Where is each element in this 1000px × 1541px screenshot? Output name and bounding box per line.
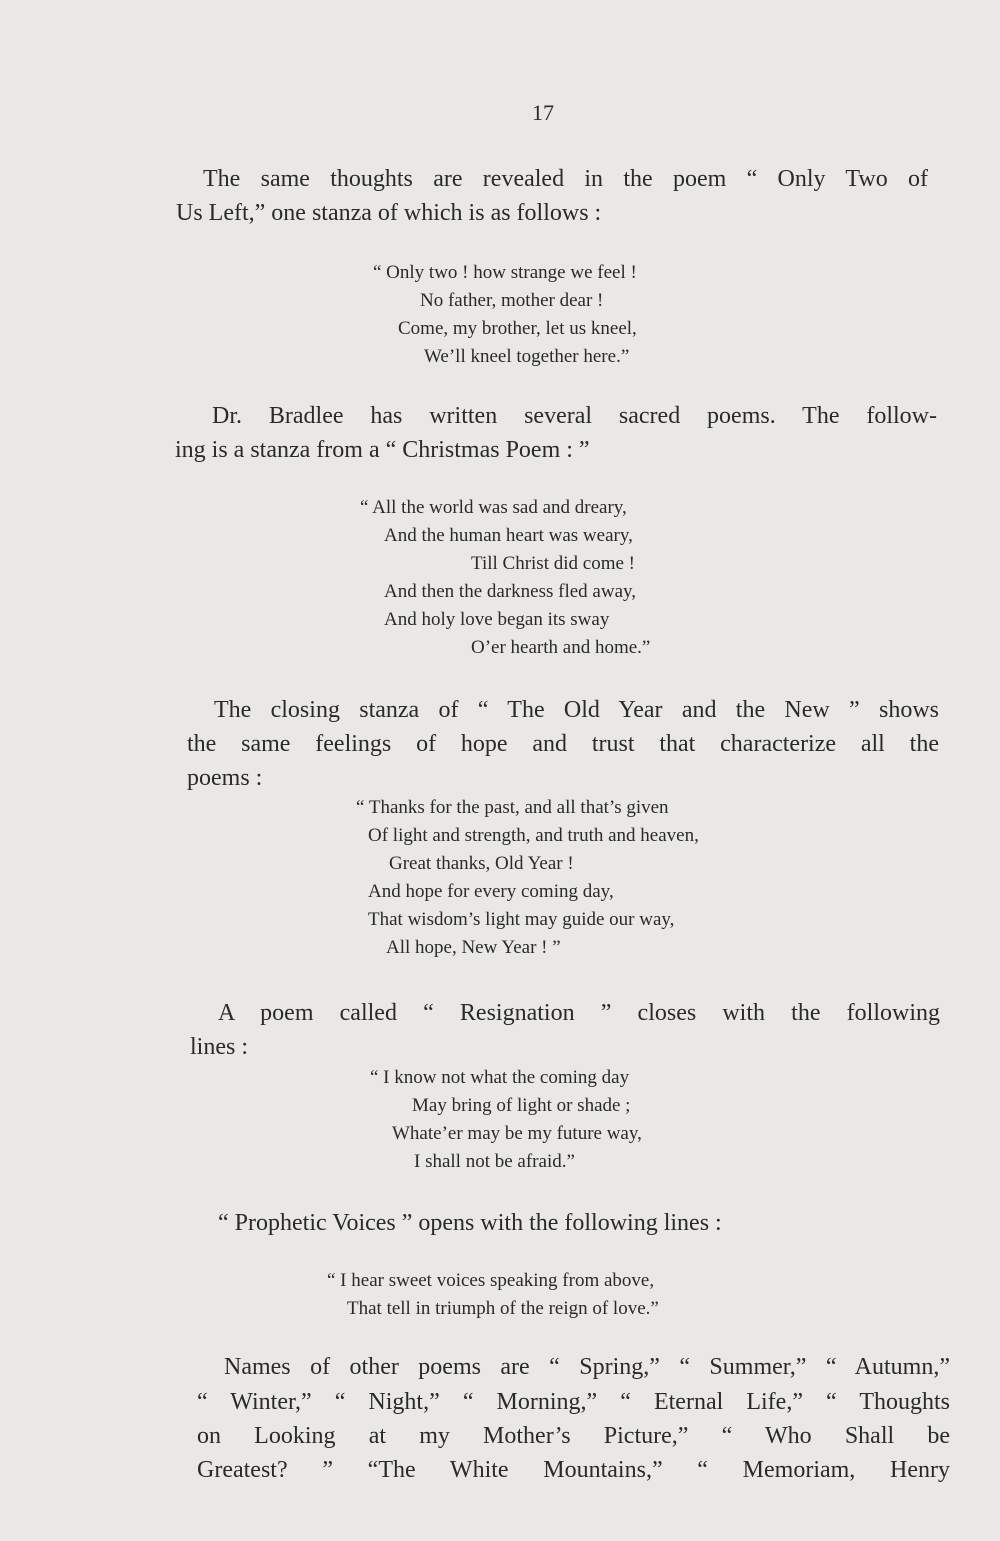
paragraph-line: “ Winter,” “ Night,” “ Morning,” “ Eternal Life,” “ Thoughts [197, 1389, 950, 1415]
verse-line: And holy love began its sway [384, 609, 610, 630]
paragraph-line: The same thoughts are revealed in the poem “ Only Two of [203, 166, 928, 192]
paragraph-line: Dr. Bradlee has written several sacred poems. The follow- [212, 403, 937, 429]
paragraph-line: Names of other poems are “ Spring,” “ Summer,” “ Autumn,” [224, 1354, 950, 1380]
verse-line: We’ll kneel together here.” [424, 346, 630, 367]
verse-line: And the human heart was weary, [384, 525, 633, 546]
verse-line: No father, mother dear ! [420, 290, 604, 311]
paragraph-line: the same feelings of hope and trust that characterize all the [187, 731, 939, 757]
verse-line: That wisdom’s light may guide our way, [368, 909, 675, 930]
paragraph-line: Greatest? ” “The White Mountains,” “ Memoriam, Henry [197, 1457, 950, 1483]
verse-line: Great thanks, Old Year ! [389, 853, 574, 874]
paragraph-line: Us Left,” one stanza of which is as follows : [176, 200, 602, 226]
verse-line: And hope for every coming day, [368, 881, 614, 902]
verse-line: Whate’er may be my future way, [392, 1123, 642, 1144]
verse-line: I shall not be afraid.” [414, 1151, 575, 1172]
paragraph-line: on Looking at my Mother’s Picture,” “ Who Shall be [197, 1423, 950, 1449]
verse-line: “ Only two ! how strange we feel ! [373, 262, 637, 283]
paragraph-line: ing is a stanza from a “ Christmas Poem : ” [175, 437, 590, 463]
verse-line: “ I know not what the coming day [370, 1067, 630, 1088]
paragraph-line: The closing stanza of “ The Old Year and the New ” shows [214, 697, 939, 723]
verse-line: “ I hear sweet voices speaking from above, [327, 1270, 655, 1291]
verse-line: “ All the world was sad and dreary, [360, 497, 627, 518]
paragraph-line: lines : [190, 1034, 248, 1060]
verse-line: And then the darkness fled away, [384, 581, 637, 602]
verse-line: “ Thanks for the past, and all that’s given [356, 797, 669, 818]
verse-line: O’er hearth and home.” [471, 637, 651, 658]
paragraph-line: “ Prophetic Voices ” opens with the following lines : [218, 1210, 722, 1236]
page-number: 17 [532, 100, 554, 125]
paragraph-line: A poem called “ Resignation ” closes with the following [218, 1000, 940, 1026]
verse-line: May bring of light or shade ; [412, 1095, 631, 1116]
verse-line: Come, my brother, let us kneel, [398, 318, 637, 339]
verse-line: That tell in triumph of the reign of love.” [347, 1298, 659, 1319]
verse-line: Till Christ did come ! [471, 553, 635, 574]
verse-line: Of light and strength, and truth and heaven, [368, 825, 699, 846]
verse-line: All hope, New Year ! ” [386, 937, 561, 958]
paragraph-line: poems : [187, 765, 263, 791]
